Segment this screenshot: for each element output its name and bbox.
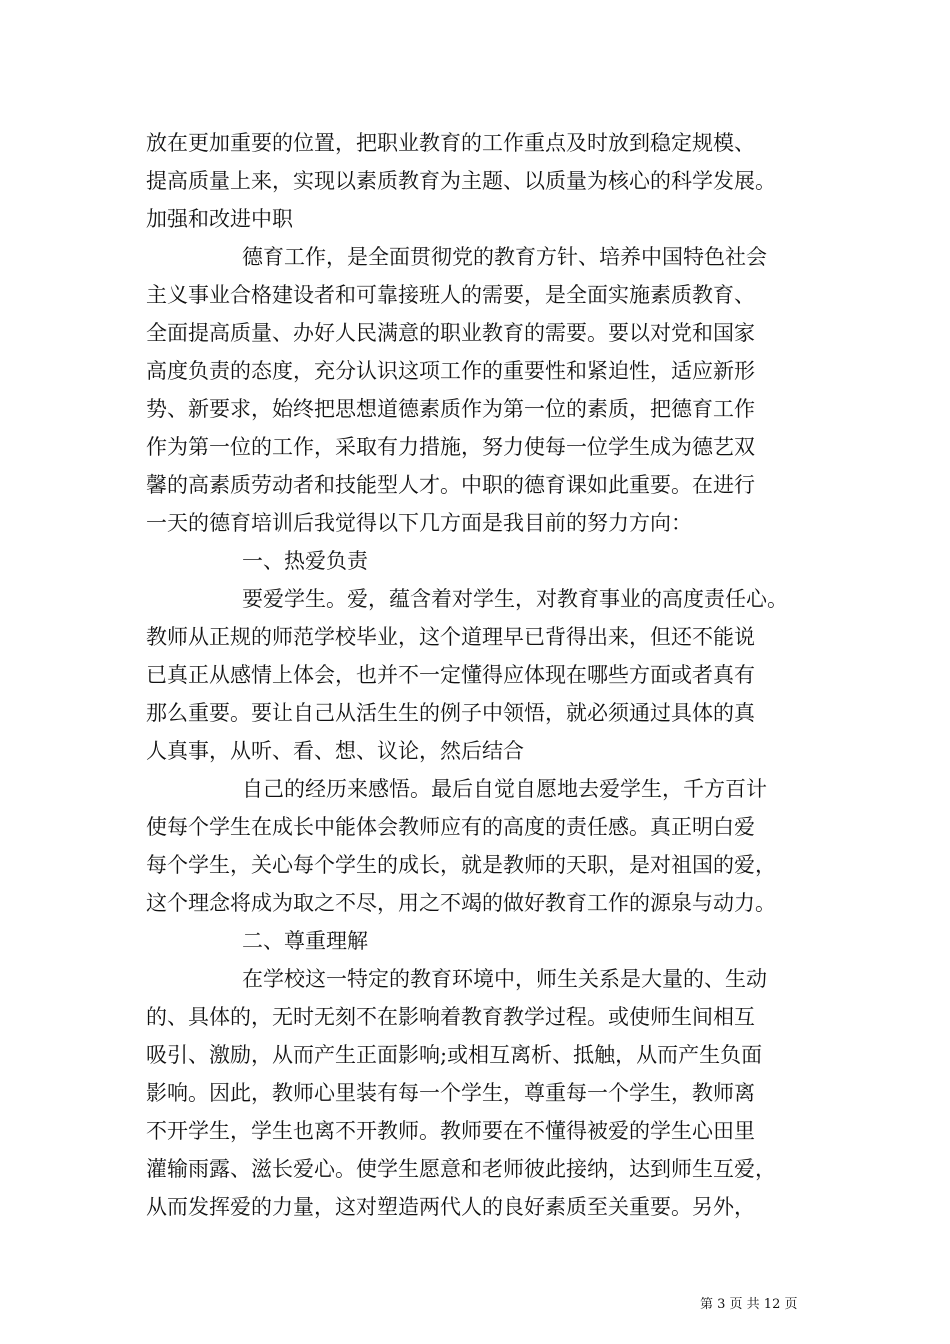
text-line: 作为第一位的工作，采取有力措施，努力使每一位学生成为德艺双	[146, 435, 755, 459]
text-line: 全面提高质量、办好人民满意的职业教育的需要。要以对党和国家	[146, 321, 755, 345]
page-footer: 第 3 页 共 12 页	[700, 1297, 798, 1312]
text-line: 一天的德育培训后我觉得以下几方面是我目前的努力方向：	[146, 511, 692, 535]
text-line: 馨的高素质劳动者和技能型人才。中职的德育课如此重要。在进行	[146, 473, 755, 497]
text-line: 每个学生，关心每个学生的成长，就是教师的天职，是对祖国的爱，	[146, 853, 776, 877]
text-line: 德育工作，是全面贯彻党的教育方针、培养中国特色社会	[242, 245, 767, 269]
text-line: 二、尊重理解	[242, 929, 368, 953]
text-line: 从而发挥爱的力量，这对塑造两代人的良好素质至关重要。另外，	[146, 1195, 755, 1219]
text-line: 已真正从感情上体会，也并不一定懂得应体现在哪些方面或者真有	[146, 663, 755, 687]
text-line: 放在更加重要的位置，把职业教育的工作重点及时放到稳定规模、	[146, 131, 755, 155]
text-line: 主义事业合格建设者和可靠接班人的需要，是全面实施素质教育、	[146, 283, 755, 307]
text-line: 加强和改进中职	[146, 207, 293, 231]
text-line: 人真事，从听、看、想、议论，然后结合	[146, 739, 524, 763]
text-line: 教师从正规的师范学校毕业，这个道理早已背得出来，但还不能说	[146, 625, 755, 649]
text-line: 这个理念将成为取之不尽，用之不竭的做好教育工作的源泉与动力。	[146, 891, 776, 915]
text-line: 自己的经历来感悟。最后自觉自愿地去爱学生，千方百计	[242, 777, 767, 801]
body-text	[146, 124, 811, 1226]
text-line: 的、具体的，无时无刻不在影响着教育教学过程。或使师生间相互	[146, 1005, 755, 1029]
text-line: 不开学生，学生也离不开教师。教师要在不懂得被爱的学生心田里	[146, 1119, 755, 1143]
text-line: 吸引、激励，从而产生正面影响;或相互离析、抵触，从而产生负面	[146, 1043, 763, 1067]
text-line: 灌输雨露、滋长爱心。使学生愿意和老师彼此接纳，达到师生互爱，	[146, 1157, 776, 1181]
text-line: 影响。因此，教师心里装有每一个学生，尊重每一个学生，教师离	[146, 1081, 755, 1105]
text-line: 那么重要。要让自己从活生生的例子中领悟，就必须通过具体的真	[146, 701, 755, 725]
text-line: 势、新要求，始终把思想道德素质作为第一位的素质，把德育工作	[146, 397, 755, 421]
text-line: 提高质量上来，实现以素质教育为主题、以质量为核心的科学发展。	[146, 169, 776, 193]
text-line: 一、热爱负责	[242, 549, 368, 573]
text-line: 使每个学生在成长中能体会教师应有的高度的责任感。真正明白爱	[146, 815, 755, 839]
text-line: 要爱学生。爱，蕴含着对学生，对教育事业的高度责任心。	[242, 587, 788, 611]
text-line: 在学校这一特定的教育环境中，师生关系是大量的、生动	[242, 967, 767, 991]
text-line: 高度负责的态度，充分认识这项工作的重要性和紧迫性，适应新形	[146, 359, 755, 383]
